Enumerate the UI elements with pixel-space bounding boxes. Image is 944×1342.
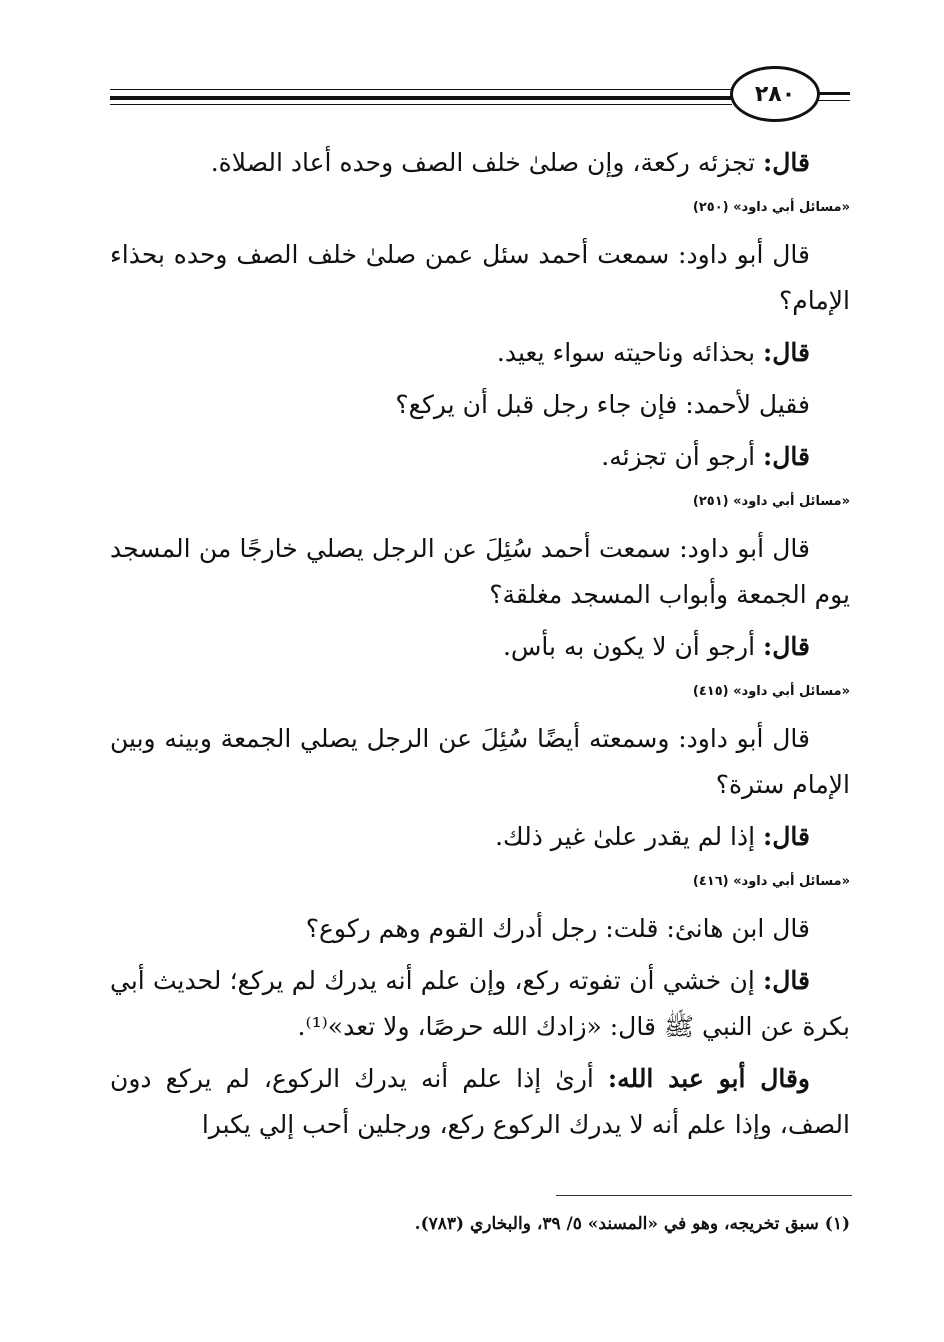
speaker-label: قال: (763, 338, 810, 367)
paragraph (110, 330, 850, 376)
paragraph-text: إن خشي أن تفوته ركع، وإن علم أنه يدرك لم يركع؛ لحديث أبي بكرة عن النبي ﷺ قال: «زادك الله حرصًا، ولا تعد»⁽¹⁾. (110, 966, 850, 1041)
source-citation: «مسائل أبي داود» (٤١٦) (692, 874, 850, 889)
paragraph (110, 232, 850, 324)
speaker-label: قال: (763, 442, 810, 471)
header-rule-right-thin (818, 100, 850, 101)
source-citation: «مسائل أبي داود» (٢٥٠) (692, 200, 850, 215)
source-citation: «مسائل أبي داود» (٤١٥) (692, 684, 850, 699)
paragraph-text: أرىٰ إذا علم أنه يدرك الركوع، لم يركع دون الصف، وإذا علم أنه لا يدرك الركوع ركع، ورجلين أحب إلي يكبرا (110, 1064, 850, 1139)
speaker-label: قال: (763, 632, 810, 661)
page-body (110, 140, 850, 1154)
paragraph (110, 624, 850, 670)
header-rule-right (818, 92, 850, 95)
page-number: ٢٨٠ (730, 66, 820, 122)
paragraph (110, 140, 850, 186)
paragraph-text: قال أبو داود: سمعت أحمد سُئِلَ عن الرجل يصلي خارجًا من المسجد يوم الجمعة وأبواب المسجد مغلقة؟ (110, 534, 850, 609)
paragraph-text: تجزئه ركعة، وإن صلىٰ خلف الصف وحده أعاد الصلاة. (210, 148, 764, 177)
paragraph-text: أرجو أن لا يكون به بأس. (502, 632, 764, 661)
paragraph-text: أرجو أن تجزئه. (601, 442, 764, 471)
speaker-label: وقال أبو عبد الله: (607, 1064, 811, 1093)
paragraph (110, 434, 850, 480)
paragraph-text: فقيل لأحمد: فإن جاء رجل قبل أن يركع؟ (395, 390, 810, 419)
header-rule-thin-bottom (110, 104, 732, 105)
paragraph-text: بحذائه وناحيته سواء يعيد. (496, 338, 764, 367)
page-header (0, 0, 944, 140)
header-rule-thick (110, 96, 732, 100)
paragraph (110, 382, 850, 428)
paragraph-text: إذا لم يقدر علىٰ غير ذلك. (495, 822, 764, 851)
paragraph (110, 526, 850, 618)
paragraph (110, 814, 850, 860)
paragraph (110, 958, 850, 1050)
header-rule-thin-top (110, 89, 732, 90)
paragraph-text: قال أبو داود: وسمعته أيضًا سُئِلَ عن الرجل يصلي الجمعة وبينه وبين الإمام سترة؟ (110, 724, 850, 799)
paragraph (110, 1056, 850, 1148)
source-citation: «مسائل أبي داود» (٢٥١) (692, 494, 850, 509)
footnote-separator (556, 1195, 852, 1196)
speaker-label: قال: (763, 966, 810, 995)
paragraph (110, 716, 850, 808)
paragraph-text: قال ابن هانئ: قلت: رجل أدرك القوم وهم ركوع؟ (305, 914, 810, 943)
paragraph (110, 906, 850, 952)
paragraph-text: قال أبو داود: سمعت أحمد سئل عمن صلىٰ خلف الصف وحده بحذاء الإمام؟ (110, 240, 850, 315)
speaker-label: قال: (763, 148, 810, 177)
footnote: (١) سبق تخريجه، وهو في «المسند» ٥/ ٣٩، والبخاري (٧٨٣). (414, 1214, 850, 1234)
speaker-label: قال: (763, 822, 810, 851)
